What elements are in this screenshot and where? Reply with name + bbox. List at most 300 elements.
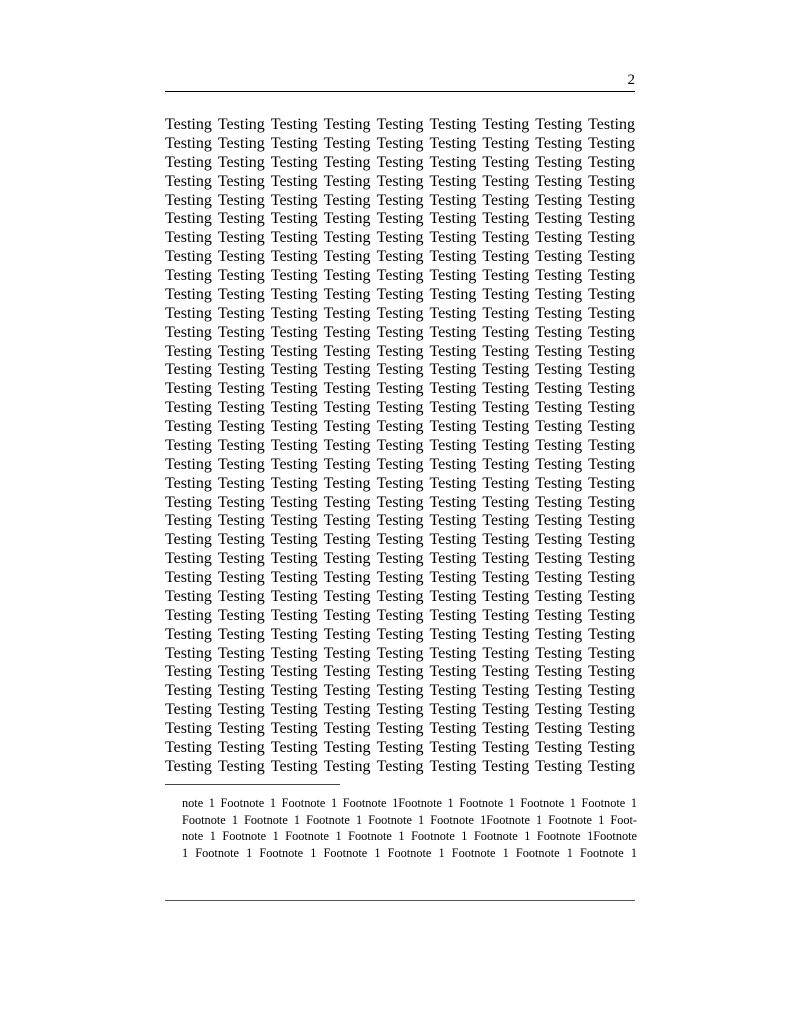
body-word: Testing (482, 248, 530, 266)
body-word: Testing (165, 267, 212, 284)
body-line (165, 494, 635, 513)
body-word: Testing (217, 738, 265, 756)
body-text (165, 116, 635, 777)
body-word: Testing (535, 418, 583, 435)
body-word: Testing (535, 720, 583, 737)
body-word: Testing (588, 625, 635, 643)
body-word: Testing (270, 701, 318, 719)
body-word: Testing (535, 134, 583, 152)
body-word: Testing (165, 418, 212, 435)
body-word: Testing (270, 323, 318, 341)
body-word: Testing (482, 493, 530, 511)
body-word: Testing (482, 757, 530, 775)
body-line (165, 154, 635, 173)
body-word: Testing (270, 550, 318, 568)
body-word: Testing (482, 625, 530, 643)
body-word: Testing (376, 701, 424, 719)
body-word: Testing (217, 285, 265, 303)
body-word: Testing (165, 153, 212, 171)
body-word: Testing (165, 682, 212, 700)
body-word: Testing (217, 644, 265, 662)
body-word: Testing (429, 304, 477, 322)
body-word: Testing (588, 644, 635, 662)
body-word: Testing (270, 267, 318, 284)
body-word: Testing (482, 531, 530, 549)
body-word: Testing (535, 248, 583, 266)
body-word: Testing (376, 342, 424, 360)
body-word: Testing (376, 587, 424, 605)
body-word: Testing (588, 738, 635, 756)
body-word: Testing (588, 229, 635, 247)
body-word: Testing (482, 418, 530, 435)
body-line (165, 248, 635, 267)
body-word: Testing (165, 606, 212, 624)
body-word: Testing (482, 134, 530, 152)
body-word: Testing (323, 682, 371, 700)
body-word: Testing (482, 304, 530, 322)
body-word: Testing (429, 418, 477, 435)
body-word: Testing (482, 399, 530, 417)
body-word: Testing (429, 474, 477, 492)
body-line (165, 399, 635, 418)
body-word: Testing (429, 644, 477, 662)
body-word: Testing (323, 663, 371, 681)
body-word: Testing (588, 757, 635, 775)
body-line (165, 607, 635, 626)
body-word: Testing (429, 663, 477, 681)
body-word: Testing (270, 682, 318, 700)
body-line (165, 324, 635, 343)
body-word: Testing (270, 304, 318, 322)
body-word: Testing (270, 380, 318, 398)
body-word: Testing (323, 323, 371, 341)
body-word: Testing (429, 285, 477, 303)
body-word: Testing (376, 323, 424, 341)
body-word: Testing (217, 455, 265, 473)
body-word: Testing (535, 361, 583, 379)
body-word: Testing (429, 116, 477, 133)
body-word: Testing (429, 153, 477, 171)
body-word: Testing (165, 248, 212, 266)
body-word: Testing (535, 267, 583, 284)
body-word: Testing (165, 663, 212, 681)
body-word: Testing (323, 172, 371, 190)
body-word: Testing (429, 229, 477, 247)
body-word: Testing (482, 342, 530, 360)
body-word: Testing (270, 720, 318, 737)
body-word: Testing (270, 418, 318, 435)
body-word: Testing (165, 191, 212, 209)
body-word: Testing (323, 399, 371, 417)
body-word: Testing (482, 285, 530, 303)
body-word: Testing (429, 531, 477, 549)
body-word: Testing (165, 361, 212, 379)
body-word: Testing (376, 682, 424, 700)
body-word: Testing (165, 399, 212, 417)
body-word: Testing (588, 606, 635, 624)
body-word: Testing (535, 512, 583, 530)
body-word: Testing (165, 134, 212, 152)
body-word: Testing (535, 153, 583, 171)
body-word: Testing (165, 304, 212, 322)
body-word: Testing (482, 644, 530, 662)
body-word: Testing (588, 455, 635, 473)
body-word: Testing (588, 342, 635, 360)
body-word: Testing (323, 493, 371, 511)
body-line (165, 720, 635, 739)
body-word: Testing (165, 474, 212, 492)
body-word: Testing (588, 285, 635, 303)
body-word: Testing (376, 153, 424, 171)
body-word: Testing (270, 644, 318, 662)
body-word: Testing (535, 380, 583, 398)
body-word: Testing (323, 757, 371, 775)
body-word: Testing (165, 436, 212, 454)
body-word: Testing (165, 569, 212, 586)
body-word: Testing (482, 474, 530, 492)
footnote (182, 795, 637, 861)
body-word: Testing (429, 436, 477, 454)
body-word: Testing (535, 663, 583, 681)
body-word: Testing (217, 531, 265, 549)
body-word: Testing (270, 248, 318, 266)
body-word: Testing (376, 436, 424, 454)
body-word: Testing (270, 285, 318, 303)
body-word: Testing (376, 550, 424, 568)
body-word: Testing (588, 701, 635, 719)
body-word: Testing (535, 229, 583, 247)
body-word: Testing (165, 757, 212, 775)
body-word: Testing (376, 267, 424, 284)
body-word: Testing (535, 172, 583, 190)
body-line (165, 210, 635, 229)
body-word: Testing (270, 342, 318, 360)
body-word: Testing (165, 210, 212, 228)
body-word: Testing (588, 720, 635, 737)
body-word: Testing (165, 587, 212, 605)
body-word: Testing (217, 361, 265, 379)
body-word: Testing (535, 210, 583, 228)
body-word: Testing (376, 757, 424, 775)
body-word: Testing (376, 531, 424, 549)
body-word: Testing (588, 153, 635, 171)
body-word: Testing (482, 701, 530, 719)
body-word: Testing (270, 512, 318, 530)
body-word: Testing (376, 172, 424, 190)
body-word: Testing (482, 191, 530, 209)
body-word: Testing (535, 682, 583, 700)
body-word: Testing (217, 493, 265, 511)
body-word: Testing (217, 380, 265, 398)
body-word: Testing (376, 644, 424, 662)
body-word: Testing (376, 134, 424, 152)
body-line (165, 645, 635, 664)
body-word: Testing (429, 757, 477, 775)
body-word: Testing (165, 229, 212, 247)
body-word: Testing (482, 361, 530, 379)
body-word: Testing (535, 304, 583, 322)
body-word: Testing (535, 474, 583, 492)
body-word: Testing (376, 512, 424, 530)
body-line (165, 418, 635, 437)
body-word: Testing (323, 342, 371, 360)
body-word: Testing (588, 210, 635, 228)
body-word: Testing (588, 304, 635, 322)
body-word: Testing (429, 191, 477, 209)
body-word: Testing (323, 531, 371, 549)
body-line (165, 550, 635, 569)
body-word: Testing (323, 210, 371, 228)
body-line (165, 512, 635, 531)
body-word: Testing (217, 116, 265, 133)
body-word: Testing (217, 701, 265, 719)
footnote-line: note 1 Footnote 1 Footnote 1 Footnote 1 Footnote 1 Footnote 1 Footnote 1Footnote (182, 829, 637, 843)
body-word: Testing (376, 116, 424, 133)
body-line (165, 701, 635, 720)
body-line (165, 192, 635, 211)
body-word: Testing (270, 191, 318, 209)
body-word: Testing (323, 436, 371, 454)
body-word: Testing (535, 606, 583, 624)
body-word: Testing (429, 493, 477, 511)
body-word: Testing (588, 474, 635, 492)
body-word: Testing (376, 625, 424, 643)
body-word: Testing (482, 380, 530, 398)
body-word: Testing (588, 512, 635, 530)
body-word: Testing (323, 285, 371, 303)
body-word: Testing (323, 512, 371, 530)
body-word: Testing (165, 455, 212, 473)
body-word: Testing (323, 361, 371, 379)
body-word: Testing (323, 738, 371, 756)
body-line (165, 456, 635, 475)
body-word: Testing (482, 587, 530, 605)
body-word: Testing (429, 569, 477, 586)
body-word: Testing (482, 606, 530, 624)
body-word: Testing (535, 569, 583, 586)
body-word: Testing (429, 455, 477, 473)
body-word: Testing (535, 116, 583, 133)
body-line (165, 682, 635, 701)
body-word: Testing (535, 493, 583, 511)
body-word: Testing (376, 380, 424, 398)
body-line (165, 305, 635, 324)
body-word: Testing (323, 455, 371, 473)
body-word: Testing (482, 153, 530, 171)
body-word: Testing (323, 191, 371, 209)
page-number: 2 (627, 72, 635, 88)
body-word: Testing (217, 210, 265, 228)
body-word: Testing (482, 738, 530, 756)
body-word: Testing (535, 399, 583, 417)
body-word: Testing (429, 323, 477, 341)
body-word: Testing (482, 172, 530, 190)
body-word: Testing (535, 644, 583, 662)
body-word: Testing (535, 455, 583, 473)
body-line (165, 663, 635, 682)
body-word: Testing (429, 682, 477, 700)
body-word: Testing (323, 644, 371, 662)
footnote-line: Footnote 1 Footnote 1 Footnote 1 Footnote 1 Footnote 1Footnote 1 Footnote 1 Foot- (182, 812, 637, 827)
body-word: Testing (165, 720, 212, 737)
body-word: Testing (270, 493, 318, 511)
body-word: Testing (535, 285, 583, 303)
body-word: Testing (323, 418, 371, 435)
body-word: Testing (270, 361, 318, 379)
body-line (165, 229, 635, 248)
body-line (165, 569, 635, 588)
body-line (165, 588, 635, 607)
body-line (165, 437, 635, 456)
body-word: Testing (482, 569, 530, 586)
body-word: Testing (376, 229, 424, 247)
body-word: Testing (429, 172, 477, 190)
body-word: Testing (429, 625, 477, 643)
body-word: Testing (376, 191, 424, 209)
body-word: Testing (217, 342, 265, 360)
body-word: Testing (482, 229, 530, 247)
body-word: Testing (429, 134, 477, 152)
body-word: Testing (588, 248, 635, 266)
body-word: Testing (588, 418, 635, 435)
body-word: Testing (217, 323, 265, 341)
body-word: Testing (376, 248, 424, 266)
body-word: Testing (376, 399, 424, 417)
body-line (165, 135, 635, 154)
body-word: Testing (588, 531, 635, 549)
body-word: Testing (217, 625, 265, 643)
body-word: Testing (588, 436, 635, 454)
body-word: Testing (535, 436, 583, 454)
body-word: Testing (535, 550, 583, 568)
body-line (165, 286, 635, 305)
body-word: Testing (165, 531, 212, 549)
body-word: Testing (270, 399, 318, 417)
body-word: Testing (217, 304, 265, 322)
body-word: Testing (270, 663, 318, 681)
body-word: Testing (376, 606, 424, 624)
body-line (165, 116, 635, 135)
body-word: Testing (217, 229, 265, 247)
body-word: Testing (217, 436, 265, 454)
body-word: Testing (165, 172, 212, 190)
body-word: Testing (323, 587, 371, 605)
body-word: Testing (323, 304, 371, 322)
body-word: Testing (270, 738, 318, 756)
body-word: Testing (217, 757, 265, 775)
body-line (165, 267, 635, 286)
body-word: Testing (165, 380, 212, 398)
body-word: Testing (217, 191, 265, 209)
body-word: Testing (217, 267, 265, 284)
body-word: Testing (429, 720, 477, 737)
body-word: Testing (323, 116, 371, 133)
body-word: Testing (535, 738, 583, 756)
body-word: Testing (270, 569, 318, 586)
body-word: Testing (217, 550, 265, 568)
body-word: Testing (323, 569, 371, 586)
body-word: Testing (217, 663, 265, 681)
body-line (165, 758, 635, 777)
body-word: Testing (588, 134, 635, 152)
body-word: Testing (165, 512, 212, 530)
body-line (165, 173, 635, 192)
body-word: Testing (323, 474, 371, 492)
body-word: Testing (217, 606, 265, 624)
body-word: Testing (376, 474, 424, 492)
body-word: Testing (376, 663, 424, 681)
body-line (165, 380, 635, 399)
body-word: Testing (535, 342, 583, 360)
body-word: Testing (270, 134, 318, 152)
body-line (165, 475, 635, 494)
body-word: Testing (482, 550, 530, 568)
body-word: Testing (482, 323, 530, 341)
body-word: Testing (588, 587, 635, 605)
body-word: Testing (588, 663, 635, 681)
body-word: Testing (323, 380, 371, 398)
body-line (165, 531, 635, 550)
body-word: Testing (165, 644, 212, 662)
body-word: Testing (323, 248, 371, 266)
body-word: Testing (165, 342, 212, 360)
body-word: Testing (588, 191, 635, 209)
body-word: Testing (376, 569, 424, 586)
body-word: Testing (270, 587, 318, 605)
body-word: Testing (270, 116, 318, 133)
body-word: Testing (376, 361, 424, 379)
body-word: Testing (535, 191, 583, 209)
body-word: Testing (323, 153, 371, 171)
body-word: Testing (588, 116, 635, 133)
body-word: Testing (535, 531, 583, 549)
body-word: Testing (217, 134, 265, 152)
body-word: Testing (217, 399, 265, 417)
body-word: Testing (217, 587, 265, 605)
body-word: Testing (270, 606, 318, 624)
body-word: Testing (588, 267, 635, 284)
body-word: Testing (270, 153, 318, 171)
body-word: Testing (323, 701, 371, 719)
body-word: Testing (165, 738, 212, 756)
body-word: Testing (165, 323, 212, 341)
body-word: Testing (429, 550, 477, 568)
body-word: Testing (588, 323, 635, 341)
body-word: Testing (376, 738, 424, 756)
body-word: Testing (482, 663, 530, 681)
body-word: Testing (376, 455, 424, 473)
body-word: Testing (376, 493, 424, 511)
body-word: Testing (270, 436, 318, 454)
body-word: Testing (376, 285, 424, 303)
body-word: Testing (588, 569, 635, 586)
body-word: Testing (588, 493, 635, 511)
body-word: Testing (323, 134, 371, 152)
body-word: Testing (217, 474, 265, 492)
body-word: Testing (376, 720, 424, 737)
body-word: Testing (429, 361, 477, 379)
body-word: Testing (270, 210, 318, 228)
body-word: Testing (482, 455, 530, 473)
body-word: Testing (376, 210, 424, 228)
body-word: Testing (588, 172, 635, 190)
body-word: Testing (270, 531, 318, 549)
body-word: Testing (165, 285, 212, 303)
body-word: Testing (535, 757, 583, 775)
body-word: Testing (535, 587, 583, 605)
body-word: Testing (323, 720, 371, 737)
body-word: Testing (217, 569, 265, 586)
